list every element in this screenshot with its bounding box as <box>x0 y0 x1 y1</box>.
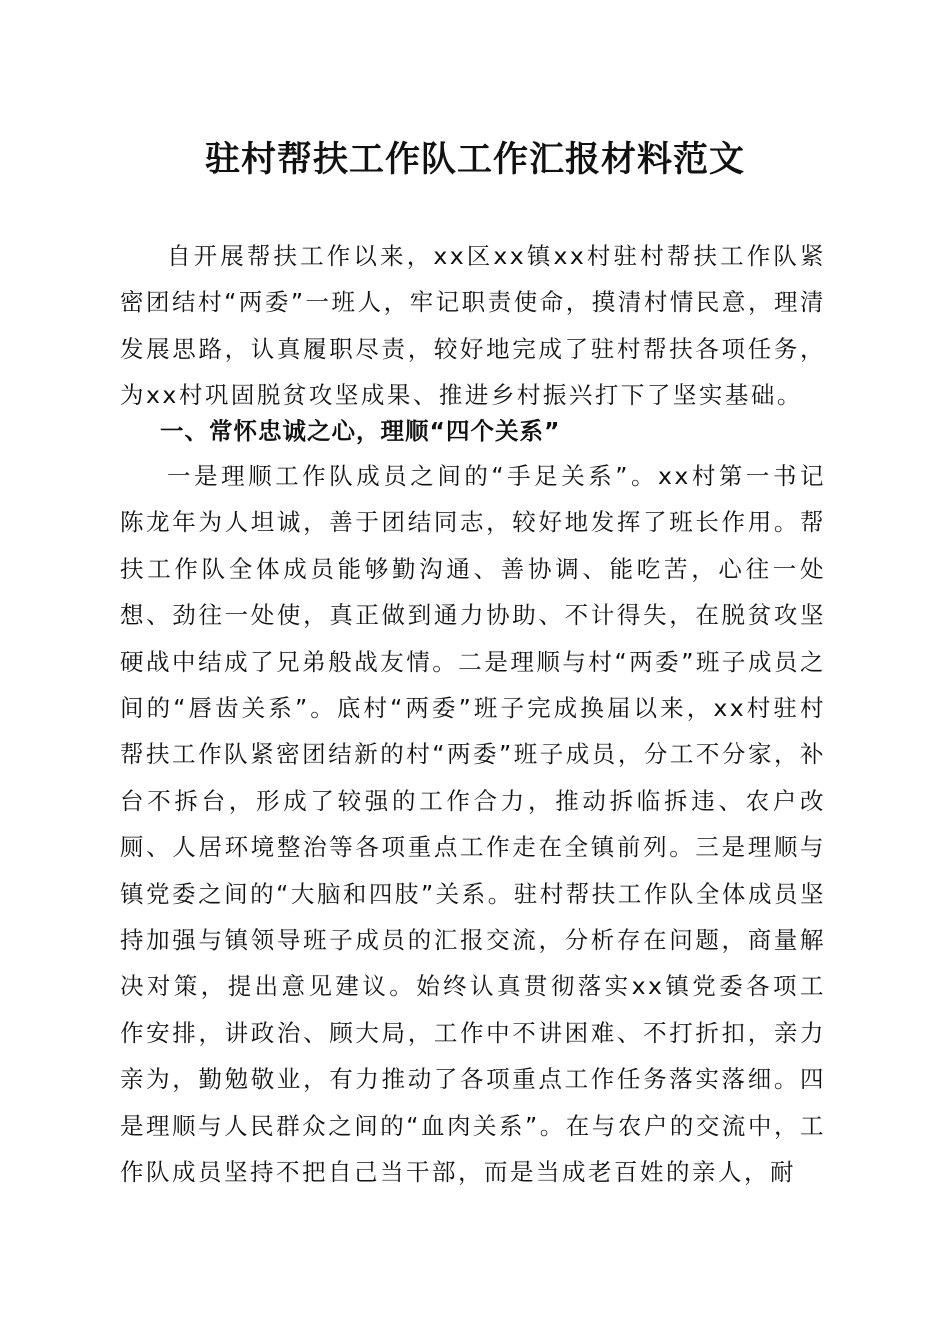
document-title: 驻村帮扶工作队工作汇报材料范文 <box>204 139 745 180</box>
intro-paragraph: 自开展帮扶工作以来，xx区xx镇xx村驻村帮扶工作队紧密团结村“两委”一班人，牢记职责使命，摸清村情民意，理清发展思路，认真履职尽责，较好地完成了驻村帮扶各项任务，为xx村巩固脱贫攻坚成果、推进乡村振兴打下了坚实基础。 <box>120 242 826 410</box>
section-heading: 一、常怀忠诚之心，理顺“四个关系” <box>160 417 561 445</box>
section-body-paragraph: 一是理顺工作队成员之间的“手足关系”。xx村第一书记陈龙年为人坦诚，善于团结同志，较好地发挥了班长作用。帮扶工作队全体成员能够勤沟通、善协调、能吃苦，心往一处想、劲往一处使，真正做到通力协助、不计得失，在脱贫攻坚硬战中结成了兄弟般战友情。二是理顺与村“两委”班子成员之间的“唇齿关系”。底村“两委”班子完成换届以来，xx村驻村帮扶工作队紧密团结新的村“两委”班子成员，分工不分家，补台不拆台，形成了较强的工作合力，推动拆临拆违、农户改厕、人居环境整治等各项重点工作走在全镇前列。三是理顺与镇党委之间的“大脑和四肢”关系。驻村帮扶工作队全体成员坚持加强与镇领导班子成员的汇报交流，分析存在问题，商量解决对策，提出意见建议。始终认真贯彻落实xx镇党委各项工作安排，讲政治、顾大局，工作中不讲困难、不打折扣，亲力亲为，勤勉敬业，有力推动了各项重点工作任务落实落细。四是理顺与人民群众之间的“血肉关系”。在与农户的交流中，工作队成员坚持不把自己当干部，而是当成老百姓的亲人，耐 <box>120 462 826 1187</box>
